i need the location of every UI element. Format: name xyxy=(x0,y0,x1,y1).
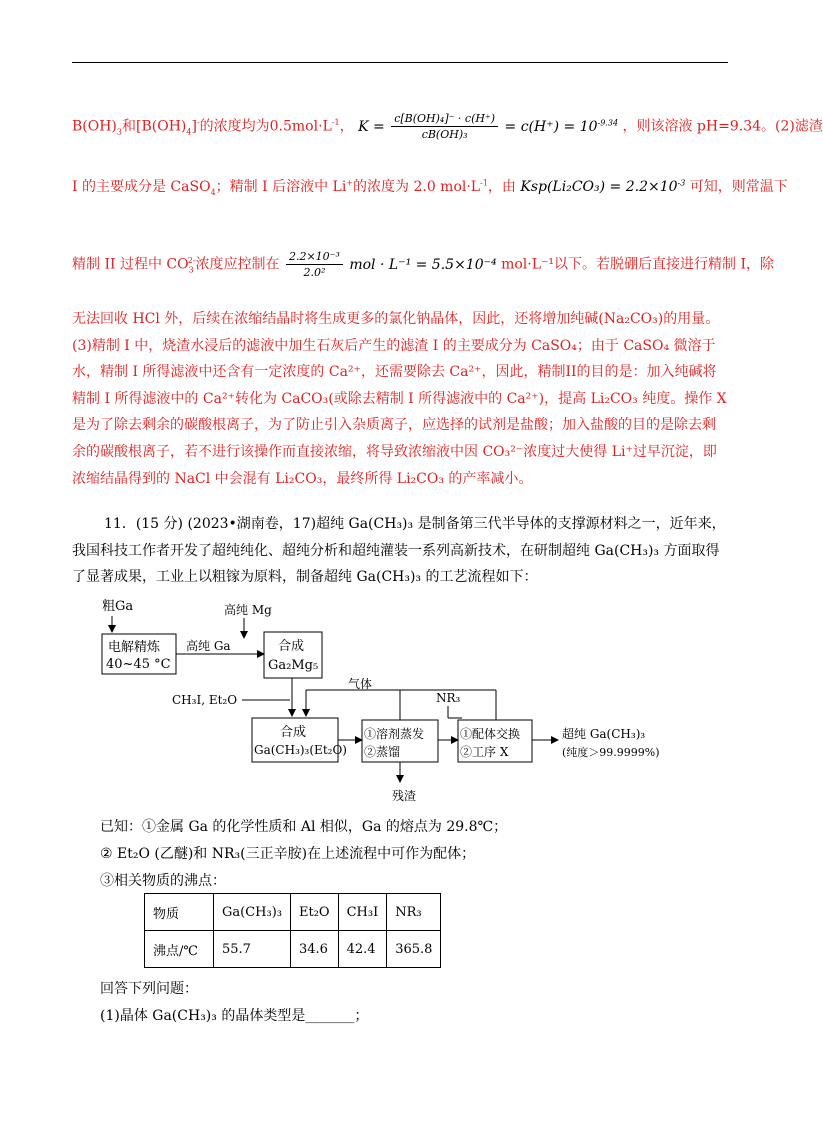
solution-line-2 xyxy=(72,176,788,197)
label-box4-l1: ①溶剂蒸发 xyxy=(364,727,425,741)
label-box2-l2: Ga₂Mg₅ xyxy=(268,658,319,673)
text: ，则该溶液 pH=9.34。(2)滤渣 xyxy=(622,118,823,135)
text: 浓度应控制在 xyxy=(195,256,280,273)
text: -1 xyxy=(480,178,488,188)
table-cell: 沸点/℃ xyxy=(145,931,214,968)
table-row xyxy=(145,931,441,968)
text: - xyxy=(196,117,200,127)
known-3: ③相关物质的沸点： xyxy=(100,873,226,889)
k-exponent: -9.34 xyxy=(597,117,619,127)
text: 的浓度均为0.5mol·L xyxy=(199,118,332,135)
label-box2-l1: 合成 xyxy=(278,639,305,654)
ksp: Ksp(Li₂CO₃) = 2.2×10 xyxy=(520,179,678,195)
label-box3-l1: 合成 xyxy=(280,725,307,740)
text: I 的主要成分是 CaSO xyxy=(72,179,211,195)
text: 精制 II 过程中 CO xyxy=(72,256,189,273)
k-fraction xyxy=(391,112,498,141)
label-product-l2: (纯度＞99.9999%) xyxy=(562,746,660,759)
k-rhs: = c(H⁺) = 10 xyxy=(504,118,598,135)
ksp-expression xyxy=(520,179,685,195)
known-1: 已知：①金属 Ga 的化学性质和 Al 相似，Ga 的熔点为 29.8℃； xyxy=(100,819,508,835)
k-numerator: c[B(OH)₄]⁻ · c(H⁺) xyxy=(391,112,498,127)
question-stem: 11．(15 分) (2023•湖南卷，17)超纯 Ga(CH₃)₃ 是制备第三代半导体的支撑源材料之一，近年来，我国科技工作者开发了超纯纯化、超纯分析和超纯灌装一系列高新技术，在研制超纯 Ga(CH₃)₃ 方面取得了显著成果，工业上以粗镓为原料，制备超纯 Ga(CH₃)₃ 的工艺流程如下： xyxy=(72,516,726,586)
text: 3 xyxy=(116,127,122,137)
label-residue: 残渣 xyxy=(392,789,417,803)
boiling-point-table xyxy=(144,893,441,968)
label-pure-mg: 高纯 Mg xyxy=(224,603,272,617)
text: ， xyxy=(339,118,354,135)
text: ，由 xyxy=(487,179,516,195)
label-pure-ga: 高纯 Ga xyxy=(186,639,231,653)
label-gas: 气体 xyxy=(348,677,373,691)
label-box5-l2: ②工序 X xyxy=(460,745,509,759)
text: B(OH) xyxy=(72,118,117,135)
process-flow-diagram xyxy=(100,596,660,806)
solution-paragraph: 无法回收 HCl 外，后续在浓缩结晶时将生成更多的氯化钠晶体，因此，还将增加纯碱(Na₂CO₃)的用量。(3)精制 I 中，烧渣水浸后的滤液中加生石灰后产生的滤渣 I 的主要成分为 CaSO₄；由于 CaSO₄ 微溶于水，精制 I 所得滤液中还含有一定浓度的 Ca²⁺，还需要除去 Ca²⁺，因此，精制II的目的是：加入纯碱将精制 I 所得滤液中的 Ca²⁺转化为 CaCO₃(或除去精制 I 所得滤液中的 Ca²⁺)，提高 Li₂CO₃ 纯度。操作 X 是为了除去剩余的碳酸根离子，为了防止引入杂质离子，应选择的试剂是盐酸；加入盐酸的目的是除去剩余的碳酸根离子，若不进行该操作而直接浓缩，将导致浓缩液中因 CO₃²⁻浓度过大使得 Li⁺过早沉淀，即浓缩结晶得到的 NaCl 中会混有 Li₂CO₃，最终所得 Li₂CO₃ 的产率减小。 xyxy=(72,311,727,487)
text: 的浓度为 2.0 mol·L xyxy=(353,179,481,195)
solution-line-1 xyxy=(72,112,823,141)
label-box1-l2: 40~45 °C xyxy=(106,657,171,672)
text: ；精制 I 后溶液中 Li xyxy=(215,179,347,195)
text: 4 xyxy=(210,187,216,197)
text: -1 xyxy=(331,117,340,127)
table-header: 物质 xyxy=(145,894,214,931)
table-cell: 34.6 xyxy=(291,931,339,968)
label-raw-ga: 粗Ga xyxy=(102,599,134,614)
table-header: CH₃I xyxy=(338,894,387,931)
text: 2- xyxy=(187,255,196,265)
table-header: Ga(CH₃)₃ xyxy=(214,894,291,931)
answer-prompt: 回答下列问题： xyxy=(100,981,198,997)
table-cell: 42.4 xyxy=(338,931,387,968)
table-header: NR₃ xyxy=(387,894,441,931)
co3-expression xyxy=(284,250,501,279)
label-box5-l1: ①配体交换 xyxy=(460,727,521,741)
solution-line-3 xyxy=(72,250,774,279)
table-cell: 365.8 xyxy=(387,931,441,968)
question-1: (1)晶体 Ga(CH₃)₃ 的晶体类型是_______； xyxy=(100,1008,369,1024)
label-box3-l2: Ga(CH₃)₃(Et₂O) xyxy=(254,743,347,757)
known-2: ② Et₂O (乙醚)和 NR₃(三正辛胺)在上述流程中可作为配体； xyxy=(100,846,476,862)
header-rule xyxy=(72,62,728,63)
table-cell: 55.7 xyxy=(214,931,291,968)
table-header: Et₂O xyxy=(291,894,339,931)
co3-denominator: 2.0² xyxy=(303,266,326,279)
text: mol·L⁻¹以下。若脱硼后直接进行精制 I，除 xyxy=(501,256,774,273)
k-lhs: K = xyxy=(358,118,385,135)
table-row xyxy=(145,894,441,931)
label-box1-l1: 电解精炼 xyxy=(108,640,161,655)
k-denominator: cB(OH)₃ xyxy=(421,128,468,141)
co3-result: mol · L⁻¹ = 5.5×10⁻⁴ xyxy=(349,256,497,273)
text: ] xyxy=(191,118,197,135)
label-nr3: NR₃ xyxy=(436,691,461,705)
text: 4 xyxy=(186,127,192,137)
ksp-exponent: -3 xyxy=(677,178,686,188)
label-product-l1: 超纯 Ga(CH₃)₃ xyxy=(562,727,646,741)
k-expression xyxy=(358,112,622,141)
text: 3 xyxy=(188,265,194,275)
text: 和[B(OH) xyxy=(122,118,187,135)
label-box4-l2: ②蒸馏 xyxy=(364,745,401,759)
label-reagents: CH₃I, Et₂O xyxy=(172,693,238,707)
co3-numerator: 2.2×10⁻³ xyxy=(286,250,343,265)
text: 可知，则常温下 xyxy=(689,179,788,195)
co3-fraction xyxy=(286,250,343,279)
text: + xyxy=(346,178,354,188)
